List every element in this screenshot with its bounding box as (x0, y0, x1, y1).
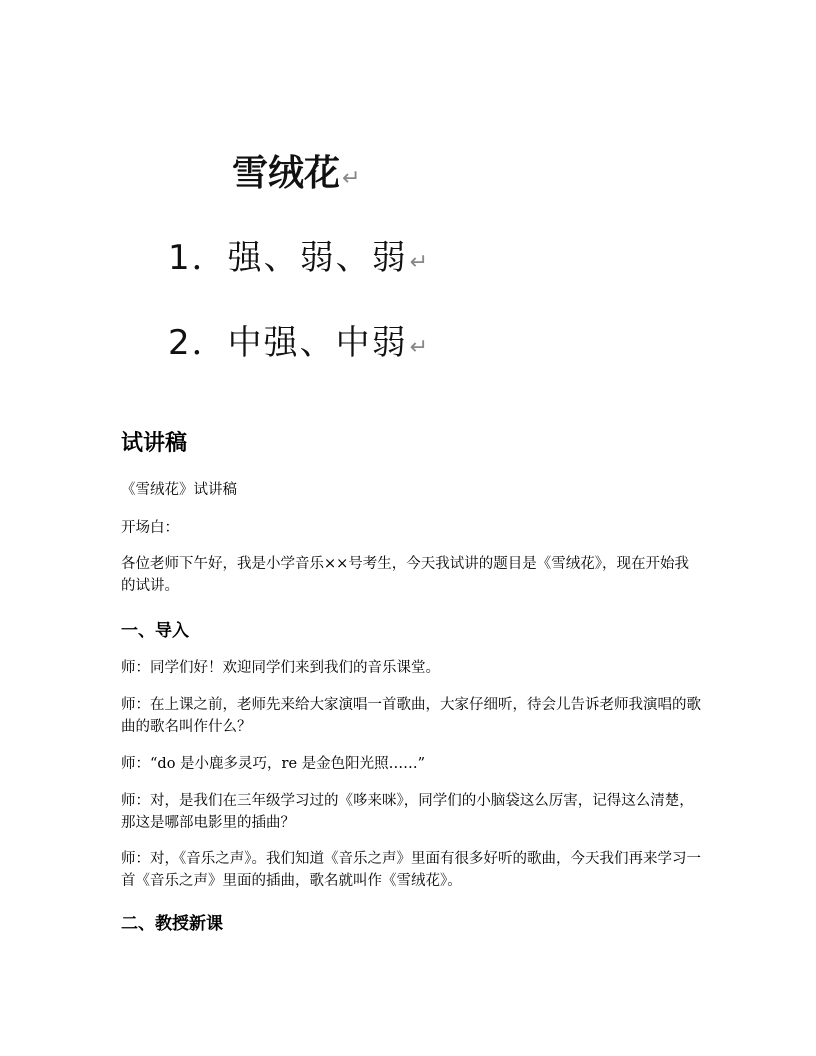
opening-text: 各位老师下午好，我是小学音乐××号考生，今天我试讲的题目是《雪绒花》，现在开始我的试讲。 (121, 556, 690, 594)
image-line-2: 2．中强、中弱↵ (168, 323, 431, 363)
paragraph: 师：对，《音乐之声》。我们知道《音乐之声》里面有很多好听的歌曲，今天我们再来学习一首《音乐之声》里面的插曲，歌名就叫作《雪绒花》。 (121, 851, 701, 889)
embedded-image (160, 130, 460, 370)
section-title-intro: 一、导入 (121, 621, 189, 641)
image-line-1: 1．强、弱、弱↵ (168, 238, 431, 278)
paragraph: 师：在上课之前，老师先来给大家演唱一首歌曲，大家仔细听，待会儿告诉老师我演唱的歌曲的歌名叫作什么？ (121, 697, 701, 735)
return-icon: ↵ (342, 166, 361, 191)
return-icon: ↵ (409, 250, 431, 275)
section-title-new-lesson: 二、教授新课 (121, 914, 223, 934)
subtitle: 《雪绒花》试讲稿 (121, 482, 237, 498)
paragraph: 师：同学们好！欢迎同学们来到我们的音乐课堂。 (121, 660, 440, 676)
paragraph: 师：对，是我们在三年级学习过的《哆来咪》，同学们的小脑袋这么厉害，记得这么清楚，那这是哪部电影里的插曲？ (121, 793, 694, 831)
return-icon: ↵ (409, 335, 431, 360)
page-heading: 试讲稿 (121, 431, 188, 456)
paragraph: 师：“do 是小鹿多灵巧，re 是金色阳光照……” (121, 756, 426, 772)
opening-label: 开场白： (121, 520, 179, 536)
image-title: 雪绒花↵ (232, 153, 361, 194)
